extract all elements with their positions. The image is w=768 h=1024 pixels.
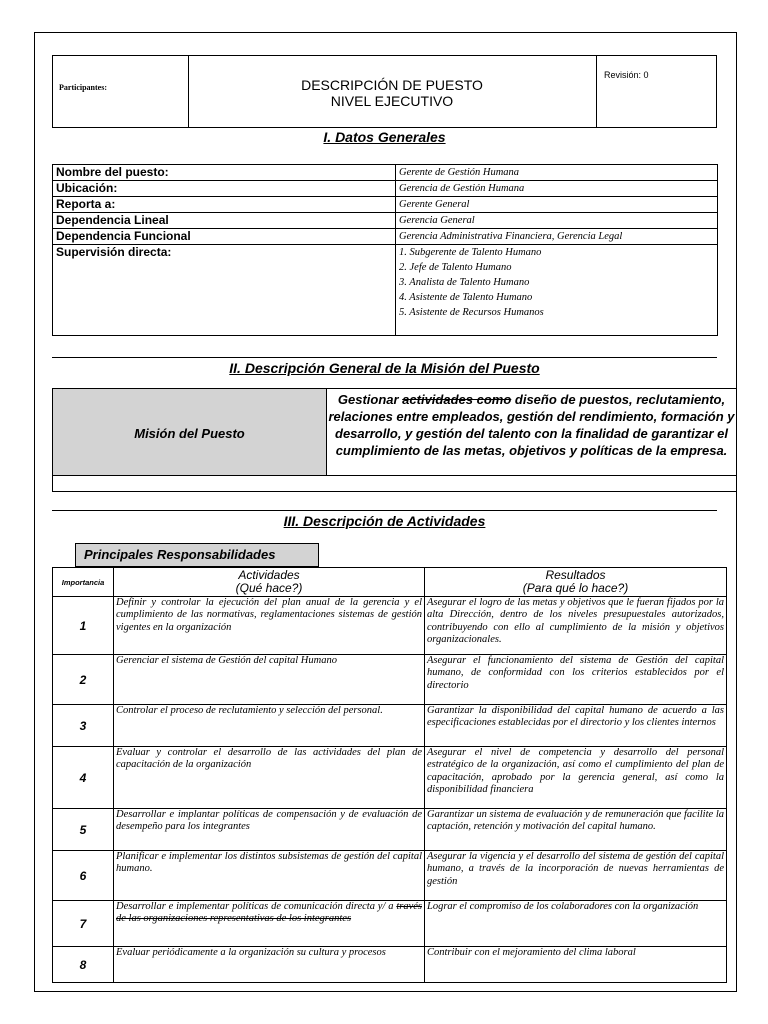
mission-text-struck: actividades como <box>402 392 512 407</box>
field-label: Dependencia Funcional <box>53 229 396 245</box>
activity-text: Evaluar periódicamente a la organización su cultura y procesos <box>116 947 386 958</box>
revision-label: Revisión: 0 <box>604 70 649 80</box>
activities-header-line2: (Qué hace?) <box>235 581 303 595</box>
general-data-row <box>53 165 718 181</box>
divider <box>52 357 717 358</box>
activity-row <box>53 747 727 809</box>
activity-cell <box>114 947 425 983</box>
participants-label: Participantes: <box>59 83 107 92</box>
field-value: Gerencia de Gestión Humana <box>396 181 718 197</box>
importance-number: 8 <box>53 947 114 983</box>
participants-cell <box>53 56 189 127</box>
activities-header-line1: Actividades <box>238 568 300 582</box>
document-subtitle: NIVEL EJECUTIVO <box>330 93 454 109</box>
result-cell: Contribuir con el mejoramiento del clima laboral <box>425 947 727 983</box>
activity-cell <box>114 655 425 705</box>
activity-cell <box>114 597 425 655</box>
section-title-mision: II. Descripción General de la Misión del Puesto <box>229 360 540 376</box>
field-label: Reporta a: <box>53 197 396 213</box>
field-label: Ubicación: <box>53 181 396 197</box>
field-label: Nombre del puesto: <box>53 165 396 181</box>
general-data-row <box>53 229 718 245</box>
activity-text: Evaluar y controlar el desarrollo de las actividades del plan de capacitación de la organización <box>116 747 422 771</box>
supervision-item: 3. Analista de Talento Humano <box>399 277 530 288</box>
result-cell: Garantizar la disponibilidad del capital humano de acuerdo a las especificaciones establecidas por el directorio y los clientes internos <box>425 705 727 747</box>
importance-number: 7 <box>53 901 114 947</box>
activity-cell <box>114 809 425 851</box>
activity-row <box>53 947 727 983</box>
activity-row <box>53 705 727 747</box>
activity-cell <box>114 747 425 809</box>
revision-cell <box>596 56 716 127</box>
field-value: Gerente de Gestión Humana <box>399 167 520 178</box>
results-header-line1: Resultados <box>545 568 606 582</box>
activity-text: Gerenciar el sistema de Gestión del capital Humano <box>116 655 337 666</box>
activity-text: Controlar el proceso de reclutamiento y selección del personal. <box>116 705 383 716</box>
field-value: Gerencia Administrativa Financiera, Gerencia Legal <box>396 229 718 245</box>
responsibilities-tab: Principales Responsabilidades <box>75 543 319 567</box>
importance-number: 2 <box>53 655 114 705</box>
results-header <box>425 568 727 597</box>
activity-row <box>53 851 727 901</box>
supervision-item: 1. Subgerente de Talento Humano <box>399 247 542 258</box>
field-value: Gerencia General <box>396 213 718 229</box>
importance-number: 4 <box>53 747 114 809</box>
supervision-list <box>396 245 718 336</box>
section-title-actividades: III. Descripción de Actividades <box>283 513 486 529</box>
activity-text: Definir y controlar la ejecución del plan anual de la gerencia y el cumplimiento de las normativas, reglamentaciones sistemas de gestión vigentes en la organización <box>116 597 422 633</box>
mission-label-cell <box>52 388 327 476</box>
activity-row <box>53 901 727 947</box>
activity-row <box>53 655 727 705</box>
activities-header-row <box>53 568 727 597</box>
importance-number: 6 <box>53 851 114 901</box>
title-cell <box>188 56 597 127</box>
activity-cell <box>114 901 425 947</box>
general-data-row <box>53 181 718 197</box>
mission-text-rest: diseño de puestos, reclutamiento, relaciones entre empleados, gestión del rendimiento, formación y desarrollo, y gestión del talento con la finalidad de garantizar el cumplimiento de las metas, objetivos y políticas de la empresa. <box>328 392 735 458</box>
importance-number: 3 <box>53 705 114 747</box>
document-title: DESCRIPCIÓN DE PUESTO <box>301 77 483 93</box>
result-cell: Asegurar la vigencia y el desarrollo del sistema de gestión del capital humano, a través de la incorporación de nuevas herramientas de gestión <box>425 851 727 901</box>
result-cell: Asegurar el funcionamiento del sistema de Gestión del capital humano, de conformidad con los criterios establecidos por el directorio <box>425 655 727 705</box>
activity-cell <box>114 705 425 747</box>
result-cell: Garantizar un sistema de evaluación y de remuneración que facilite la captación, retención y motivación del capital humano. <box>425 809 727 851</box>
supervision-item: 2. Jefe de Talento Humano <box>399 262 512 273</box>
document-header <box>52 55 717 128</box>
mission-text <box>327 388 737 476</box>
mission-empty-row <box>52 475 737 492</box>
supervision-item: 4. Asistente de Talento Humano <box>399 292 533 303</box>
activity-text-struck: través de las organizaciones representativas de los integrantes <box>116 901 422 925</box>
importance-number: 1 <box>53 597 114 655</box>
importance-number: 5 <box>53 809 114 851</box>
mission-block <box>52 388 737 492</box>
general-data-row <box>53 213 718 229</box>
activities-table <box>52 567 727 983</box>
activity-row <box>53 809 727 851</box>
general-data-row <box>53 197 718 213</box>
results-header-line2: (Para qué lo hace?) <box>522 581 629 595</box>
activity-cell <box>114 851 425 901</box>
field-value: Gerente General <box>396 197 718 213</box>
activity-text: Desarrollar e implantar políticas de compensación y de evaluación de desempeño para los integrantes <box>116 809 422 833</box>
result-cell: Lograr el compromiso de los colaboradores con la organización <box>425 901 727 947</box>
divider <box>52 510 717 511</box>
result-cell: Asegurar el nivel de competencia y desarrollo del personal estratégico de la organización, así como el cumplimiento del plan de capacitación, aprobado por la gerencia general, así como la disponibilidad financiera <box>425 747 727 809</box>
importance-header: Importancia <box>53 568 114 597</box>
general-data-table <box>52 164 718 336</box>
activity-text: Desarrollar e implementar políticas de comunicación directa y/ a <box>116 901 397 912</box>
activity-row <box>53 597 727 655</box>
mission-text-start: Gestionar <box>337 392 403 407</box>
activity-text: Planificar e implementar los distintos subsistemas de gestión del capital humano. <box>116 851 422 875</box>
activities-header <box>114 568 425 597</box>
supervision-label: Supervisión directa: <box>53 245 396 336</box>
field-label: Dependencia Lineal <box>53 213 396 229</box>
section-title-datos-generales: I. Datos Generales <box>323 129 446 145</box>
supervision-item: 5. Asistente de Recursos Humanos <box>399 307 544 318</box>
supervision-row <box>53 245 718 336</box>
mission-label: Misión del Puesto <box>134 426 245 441</box>
result-cell: Asegurar el logro de las metas y objetivos que le fueran fijados por la alta Dirección, dentro de los niveles presupuestales autorizados, contribuyendo con ello al cumplimiento de la misión y objetivos organizacionales. <box>425 597 727 655</box>
